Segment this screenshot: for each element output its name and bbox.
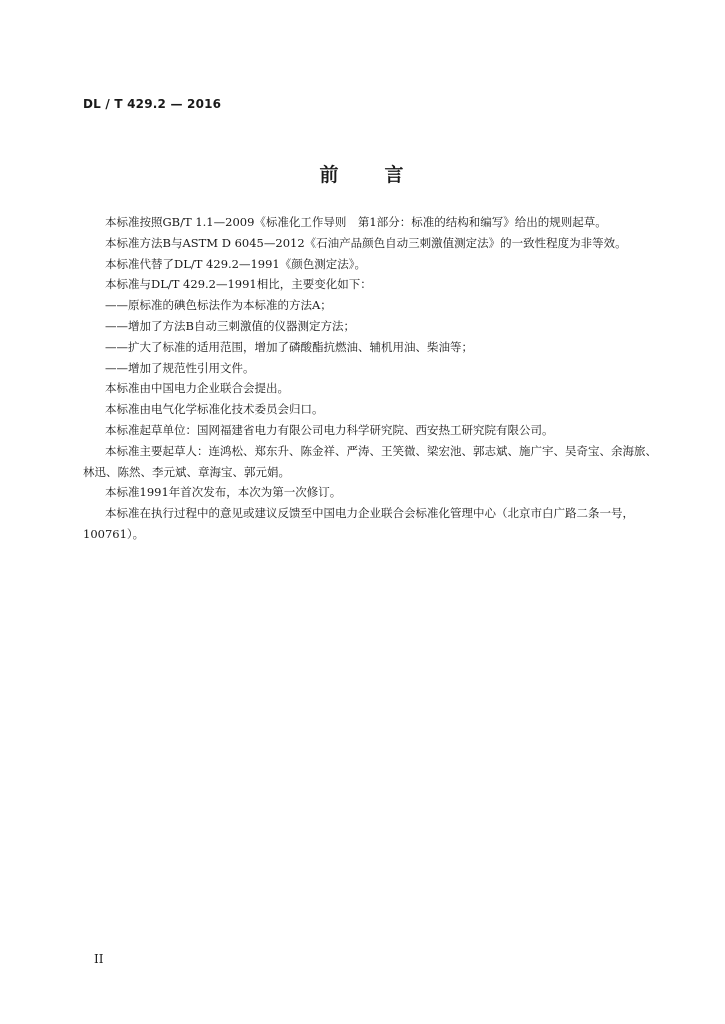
- paragraph-drafters: 本标准主要起草人：连鸿松、郑东升、陈金祥、严涛、王笑微、梁宏池、郭志斌、施广宇、吴奇宝、余海旅、林迅、陈然、李元斌、章海宝、郭元娟。: [83, 443, 657, 479]
- list-item-change-4: ——增加了规范性引用文件。: [105, 360, 255, 375]
- paragraph-feedback: 本标准在执行过程中的意见或建议反馈至中国电力企业联合会标准化管理中心（北京市白广路二条一号，100761）。: [83, 506, 634, 541]
- title-char-1: 前: [319, 164, 341, 186]
- page-number: II: [94, 952, 104, 966]
- paragraph-history: 本标准1991年首次发布，本次为第一次修订。: [105, 485, 342, 500]
- paragraph-drafting-rules: 本标准按照GB/T 1.1—2009《标准化工作导则 第1部分：标准的结构和编写》给出的规则起草。: [105, 215, 607, 229]
- page-title: [0, 160, 725, 187]
- paragraph-changes-intro: 本标准与DL/T 429.2—1991相比，主要变化如下：: [105, 277, 372, 292]
- list-item-change-2: ——增加了方法B自动三刺激值的仪器测定方法；: [105, 318, 355, 333]
- title-char-2: 言: [384, 164, 406, 186]
- paragraph-administered-by: 本标准由电气化学标准化技术委员会归口。: [105, 402, 324, 417]
- paragraph-proposed-by: 本标准由中国电力企业联合会提出。: [105, 381, 289, 396]
- paragraph-equivalence: 本标准方法B与ASTM D 6045—2012《石油产品颜色自动三刺激值测定法》的一致性程度为非等效。: [105, 235, 627, 250]
- list-item-change-3: ——扩大了标准的适用范围，增加了磷酸酯抗燃油、辅机用油、柴油等；: [105, 339, 473, 354]
- list-item-change-1: ——原标准的碘色标法作为本标准的方法A；: [105, 298, 332, 313]
- document-code: DL / T 429.2 — 2016: [83, 97, 222, 111]
- foreword-body: [83, 212, 663, 545]
- paragraph-drafting-units: 本标准起草单位：国网福建省电力有限公司电力科学研究院、西安热工研究院有限公司。: [105, 422, 554, 437]
- paragraph-replaces: 本标准代替了DL/T 429.2—1991《颜色测定法》。: [105, 256, 366, 271]
